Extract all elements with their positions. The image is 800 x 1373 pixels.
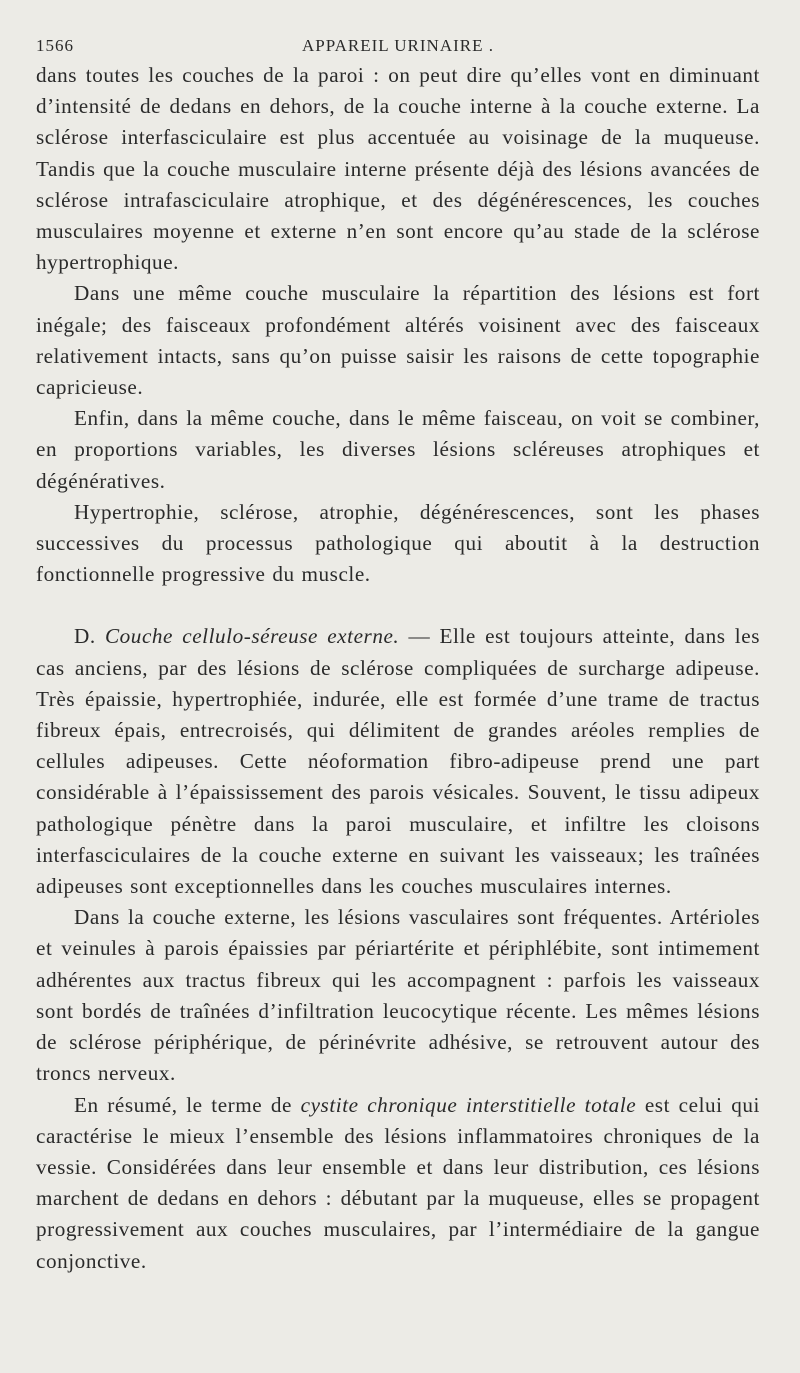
paragraph-7 xyxy=(36,1090,760,1277)
section-heading: Couche cellulo-séreuse externe. xyxy=(104,624,400,649)
paragraph-5 xyxy=(36,621,760,902)
paragraph-7-italic: cystite chronique interstitielle totale xyxy=(300,1092,637,1117)
paragraph-1: dans toutes les couches de la paroi : on peut dire qu’elles vont en diminuant d’intensité de dedans en dehors, de la couche interne à la couche externe. La sclérose interfasciculaire est plus accentuée au voisinage de la muqueuse. Tandis que la couche musculaire interne présente déjà des lésions avancées de sclérose intrafasciculaire atrophique, et des dégénérescences, les couches musculaires moyenne et externe n’en sont encore qu’au stade de la sclérose hypertrophique. xyxy=(36,63,760,275)
section-letter: D. xyxy=(74,624,96,649)
paragraph-3: Enfin, dans la même couche, dans le même faisceau, on voit se combiner, en proportions variables, les diverses lésions scléreuses atrophiques et dégénératives. xyxy=(36,406,760,493)
section-gap xyxy=(36,590,760,621)
page-header xyxy=(36,30,760,60)
paragraph-7-end: est celui qui caractérise le mieux l’ensemble des lésions inflammatoires chroniques de la vessie. Considérées dans leur ensemble et dans leur distribution, ces lésions marchent de dedans en dehors : débutant par la muqueuse, elles se propagent progressivement aux couches musculaires, par l’intermédiaire de la gangue conjonctive. xyxy=(36,1092,760,1273)
paragraph-2: Dans une même couche musculaire la répartition des lésions est fort inégale; des faisceaux profondément altérés voisinent avec des faisceaux relativement intacts, sans qu’on puisse saisir les raisons de cette topographie capricieuse. xyxy=(36,281,760,400)
paragraph-5-text: — Elle est toujours atteinte, dans les cas anciens, par des lésions de sclérose compliquées de surcharge adipeuse. Très épaissie, hypertrophiée, indurée, elle est formée d’une trame de tractus fibreux épais, entrecroisés, qui délimitent de grandes aréoles remplies de cellules adipeuses. Cette néoformation fibro-adipeuse prend une part considérable à l’épaississement des parois vésicales. Souvent, le tissu adipeux pathologique pénètre dans la paroi musculaire, et infiltre les cloisons interfasciculaires de la couche externe en suivant les vaisseaux; les traînées adipeuses sont exceptionnelles dans les couches musculaires internes. xyxy=(36,624,760,899)
body-text xyxy=(36,60,760,1277)
paragraph-4: Hypertrophie, sclérose, atrophie, dégénérescences, sont les phases successives du processus pathologique qui aboutit à la destruction fonctionnelle progressive du muscle. xyxy=(36,499,760,587)
page-number: 1566 xyxy=(36,36,74,55)
running-title: APPAREIL URINAIRE . xyxy=(301,36,494,55)
paragraph-6: Dans la couche externe, les lésions vasculaires sont fréquentes. Artérioles et veinules à parois épaissies par périartérite et périphlébite, sont intimement adhérentes aux tractus fibreux qui les accompagnent : parfois les vaisseaux sont bordés de traînées d’infiltration leucocytique récente. Les mêmes lésions de sclérose périphérique, de périnévrite adhésive, se retrouvent autour des troncs nerveux. xyxy=(36,905,760,1086)
paragraph-7-start: En résumé, le terme de xyxy=(74,1092,301,1117)
